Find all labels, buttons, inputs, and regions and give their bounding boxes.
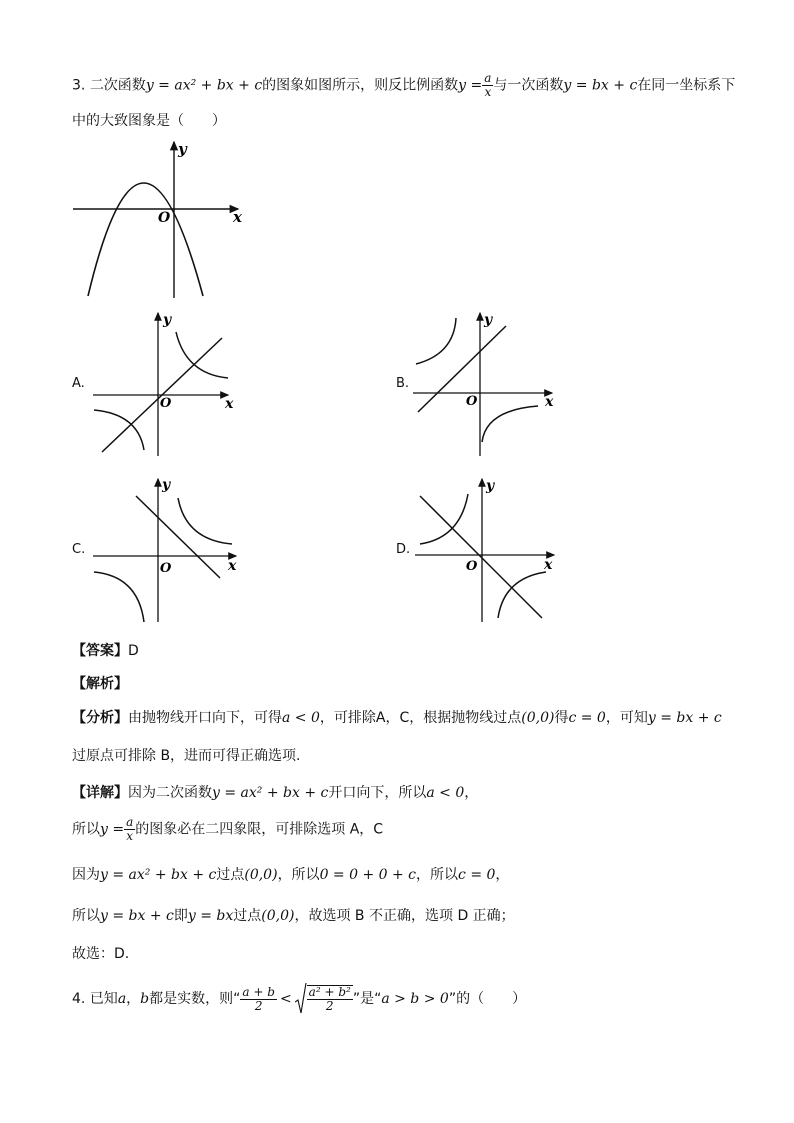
q4-line	[72, 982, 526, 1016]
linear-line	[420, 496, 542, 618]
q4-less-than: <	[279, 991, 292, 1007]
fraction-numerator: a	[484, 71, 492, 85]
fenxi-eq: c = 0	[568, 710, 606, 726]
option-a-graph[interactable]	[90, 310, 250, 458]
hyperbola-branch	[416, 318, 456, 364]
q3-number: 3.	[72, 77, 86, 94]
fenxi-text: ，可排除A，C，根据抛物线过点	[319, 710, 522, 726]
axis-label-y: y	[484, 312, 493, 328]
sqrt-sign-icon	[295, 982, 307, 1016]
detail-text: 的图象必在二四象限，可排除选项 A，C	[135, 821, 384, 838]
origin-label: O	[466, 559, 478, 574]
axis-label-y: y	[178, 140, 187, 158]
option-c-graph[interactable]	[90, 476, 250, 624]
detail-fraction	[124, 816, 135, 843]
detail-text: 开口向下，所以	[328, 785, 427, 801]
q3-fraction	[482, 72, 493, 99]
detail-line3	[72, 864, 509, 884]
axis-label-x: x	[545, 394, 554, 410]
linear-line	[136, 496, 220, 578]
option-d-graph[interactable]	[412, 476, 562, 624]
q3-text: 在同一坐标系下	[637, 77, 736, 94]
detail-text: 所以	[72, 821, 100, 838]
detail-text: 因为	[72, 867, 100, 883]
fraction-numerator: a + b	[242, 984, 275, 999]
detail-eq: y =	[100, 821, 125, 838]
hyperbola-branch	[178, 498, 232, 544]
q4-text: 都是实数，则“	[149, 991, 241, 1007]
detail-text: ，所以	[416, 867, 459, 883]
answer-line	[72, 640, 139, 660]
fenxi-text: 由抛物线开口向下，可得	[128, 710, 282, 726]
option-b-label[interactable]: B.	[396, 376, 410, 391]
analysis-tag: 【解析】	[72, 676, 128, 692]
q4-eq: b	[140, 991, 150, 1007]
detail-text: ，故选项 B 不正确，选项 D 正确；	[294, 908, 515, 924]
q4-number: 4.	[72, 991, 86, 1007]
option-b-graph[interactable]	[410, 310, 560, 458]
detail-text: 即	[173, 908, 188, 924]
q4-text: ”的（ ）	[448, 991, 527, 1007]
axis-label-x: x	[544, 557, 553, 573]
answer-tag: 【答案】	[72, 643, 128, 659]
detail-eq: c = 0	[458, 867, 496, 883]
q3-eq-linear: y = bx + c	[563, 77, 638, 94]
fraction-numerator: a² + b²	[308, 985, 351, 999]
axis-label-x: x	[233, 208, 242, 226]
hyperbola-branch	[498, 572, 546, 618]
q4-fraction-mean	[240, 986, 277, 1013]
q4-eq: a	[117, 991, 127, 1007]
q3-text: 与一次函数	[493, 77, 564, 94]
detail-eq: (0,0)	[244, 867, 278, 883]
detail-text: 过点	[233, 908, 262, 924]
q3-eq-quadratic: y = ax² + bx + c	[145, 77, 263, 94]
q3-line1	[72, 72, 735, 99]
axis-label-x: x	[225, 396, 234, 412]
fenxi-line2	[72, 745, 301, 765]
parabola-graph	[70, 138, 260, 300]
q3-text: 中的大致图象是（ ）	[72, 113, 226, 129]
detail-text: 所以	[72, 908, 100, 924]
axis-label-y: y	[163, 312, 172, 328]
fenxi-text: ，可知	[605, 710, 648, 726]
q4-sqrt	[295, 982, 353, 1016]
fenxi-eq: y = bx + c	[647, 710, 722, 726]
hyperbola-branch	[94, 572, 144, 622]
fenxi-text: 过原点可排除 B，进而可得正确选项.	[72, 748, 301, 764]
detail-eq: (0,0)	[261, 908, 295, 924]
detail-text: ，	[495, 867, 510, 883]
detail-eq: 0 = 0 + 0 + c	[319, 867, 417, 883]
fraction-denominator: x	[484, 85, 492, 99]
axis-label-y: y	[162, 477, 171, 493]
detail-line2	[72, 816, 383, 843]
detail-tag: 【详解】	[72, 785, 128, 801]
origin-label: O	[160, 561, 172, 576]
fenxi-text: 得	[554, 710, 569, 726]
detail-text: ，所以	[277, 867, 320, 883]
fenxi-line1	[72, 707, 722, 727]
detail-text: 故选：D.	[72, 946, 130, 962]
detail-line1	[72, 782, 478, 802]
origin-label: O	[160, 396, 172, 411]
detail-text: 因为二次函数	[128, 785, 212, 801]
q4-text: ”是“	[352, 991, 382, 1007]
fraction-denominator: 2	[325, 999, 334, 1013]
origin-label: O	[158, 210, 171, 226]
fenxi-eq: a < 0	[282, 710, 320, 726]
detail-eq: y = ax² + bx + c	[212, 785, 329, 801]
parabola-curve	[88, 183, 203, 296]
detail-line4	[72, 905, 515, 925]
q3-eq-inverse-lhs: y =	[458, 77, 483, 94]
axis-label-x: x	[228, 558, 237, 574]
q4-eq: a > b > 0	[381, 991, 449, 1007]
hyperbola-branch	[482, 406, 538, 442]
hyperbola-branch	[94, 410, 144, 450]
option-d-label[interactable]: D.	[396, 542, 411, 557]
fraction-denominator: x	[126, 829, 134, 843]
fraction-numerator: a	[126, 815, 134, 829]
linear-line	[418, 326, 506, 412]
detail-text: 过点	[216, 867, 245, 883]
detail-text: ，	[464, 785, 479, 801]
q4-text: 已知	[89, 991, 118, 1007]
detail-eq: y = bx + c	[100, 908, 174, 924]
analysis-line	[72, 673, 128, 693]
fraction-denominator: 2	[254, 998, 263, 1013]
option-c-label[interactable]: C.	[72, 542, 86, 557]
answer-value: D	[128, 643, 139, 659]
fenxi-tag: 【分析】	[72, 710, 128, 726]
detail-eq: y = bx	[187, 908, 234, 924]
detail-conclusion	[72, 943, 129, 963]
detail-eq: a < 0	[426, 785, 465, 801]
origin-label: O	[466, 394, 478, 409]
detail-eq: y = ax² + bx + c	[100, 867, 217, 883]
q3-line2	[72, 110, 226, 130]
q4-text: ，	[126, 991, 141, 1007]
q3-text: 二次函数	[89, 77, 146, 94]
q3-text: 的图象如图所示，则反比例函数	[262, 77, 459, 94]
fenxi-eq: (0,0)	[521, 710, 555, 726]
axis-label-y: y	[486, 478, 495, 494]
option-a-label[interactable]: A.	[72, 376, 85, 391]
